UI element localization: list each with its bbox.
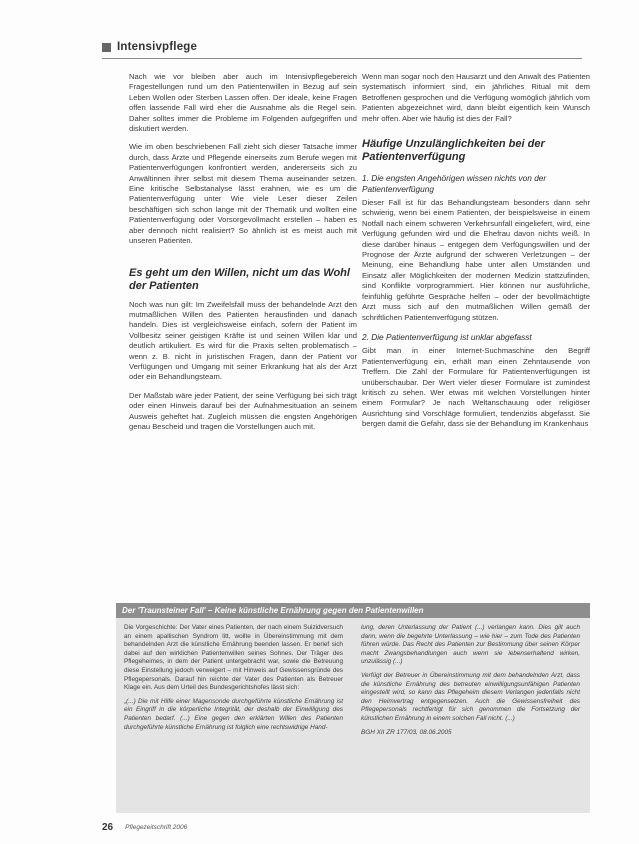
info-box-quote: lung, deren Unterlassung der Patient (...) verlangen kann. Dies gilt auch dann, wenn die begehrte Unterlassung – wie hier – zum Tode des Patienten führen würde. Das Recht des Patienten zur Bestimmung über seinen Körper macht Zwangsbehandlungen auch wenn sie lebenserhaltend wirken, unzulässig (...) xyxy=(361,624,580,666)
page-number: 26 xyxy=(102,822,114,833)
info-box-left-column xyxy=(124,624,343,742)
body-paragraph: Der Maßstab wäre jeder Patient, der seine Verfügung bei sich trägt oder einen Hinweis darauf bei der Aufnahmesituation an seinem Ausweis geheftet hat. Zugleich müssen die engsten Angehörigen genau Bescheid und tragen die Vorstellungen auch mit. xyxy=(129,390,357,431)
header-title: Intensivpflege xyxy=(117,41,198,53)
info-box-title: Der 'Traunsteiner Fall' – Keine künstliche Ernährung gegen den Patientenwillen xyxy=(116,603,590,618)
body-paragraph: Wie im oben beschriebenen Fall zieht sich dieser Tatsache immer durch, dass Ärzte und Pflegende einerseits zum Berufe wegen mit Patientenverfügungen konfrontiert werden, andererseits sich zu Anwältinnen ihrer selbst mit diesem Thema auseinander setzen. Eine kritische Selbstanalyse lässt erahnen, wie es um die Patientenverfügung unter Wie viele Leser dieser Zeilen beschäftigen sich schon lange mit der Thematik und wollten eine Patientenverfügung oder Vorsorgevollmacht erstellen – haben es aber dennoch nicht realisiert? So ähnlich ist es meist auch mit unseren Patienten. xyxy=(129,142,357,246)
info-box-paragraph: Die Vorgeschichte: Der Vater eines Patienten, der nach einem Suizidversuch an einem apallischen Syndrom litt, wollte in Übereinstimmung mit dem behandelnden Arzt die künstliche Ernährung beenden lassen. Er berief sich dabei auf den wirklichen Patientenwillen seines Sohnes. Der Träger des Pflegeheimes, in dem der Patient untergebracht war, sowie die Betreuung diese Einstellung jedoch verweigert – mit Hinweis auf Gewissensgründe des Pflegepersonals. Darauf hin reichte der Vater des Patienten als Betreuer Klage ein. Aus dem Urteil des Bundesgerichtshofes lässt sich: xyxy=(124,624,343,692)
left-column xyxy=(129,72,357,440)
body-paragraph: Noch was nun gilt: Im Zweifelsfall muss der behandelnde Arzt den mutmaßlichen Willen des Patienten herausfinden und danach handeln. Dies ist vergleichsweise einfach, sofern der Patient im Vollbesitz seiner geistigen Kräfte ist und seinen Willen klar und deutlich artikuliert. Es wird für die Praxis selten problematisch – wenn z. B. nicht in juristischen Fragen, dann der Patient vor Verfügungen und Umgang mit seiner Erkrankung hat als der Arzt oder ein Behandlungsteam. xyxy=(129,299,357,382)
header-square-icon xyxy=(102,43,111,52)
page-footer xyxy=(102,822,187,833)
body-paragraph: Wenn man sogar noch den Hausarzt und den Anwalt des Patienten systematisch informiert sind, ein jährliches Ritual mit dem Betroffenen gesprochen und die Verfügung womöglich jährlich vom Patienten abgezeichnet wird, dann bleibt eigentlich kein Wunsch mehr offen. Aber wie häufig ist dies der Fall? xyxy=(362,72,590,123)
subsection-heading: 1. Die engsten Angehörigen wissen nichts von der Patientenverfügung xyxy=(362,173,547,194)
info-box xyxy=(116,603,590,813)
info-box-right-column xyxy=(361,624,580,742)
body-paragraph: Gibt man in einer Internet-Suchmaschine den Begriff Patientenverfügung ein, erhält man einen Zehntausende von Treffern. Die Zahl der Formulare für Patientenverfügungen ist unüberschaubar. Der Wert vieler dieser Formulare ist zumindest kritisch zu sehen. Wer etwas mit welchen Vorstellungen hinter einem Formular? Je nach Weltanschauung oder religiöser Ausrichtung sind Vorschläge formuliert, tendenziös abgefasst. Sie bergen damit die Gefahr, dass sie der Behandlung im Krankenhaus xyxy=(362,346,590,429)
section-heading: Häufige Unzulänglichkeiten bei der Patientenverfügung xyxy=(362,138,545,164)
section-heading: Es geht um den Willen, nicht um das Wohl der Patienten xyxy=(129,266,350,292)
body-paragraph: Nach wie vor bleiben aber auch im Intensivpflegebereich Fragestellungen rund um den Patientenwillen in Bezug auf sein Leben Wollen oder Sterben Lassen offen. Der ideale, keine Fragen offen lassende Fall wird eher die Ausnahme als die Regel sein. Daher solltes immer die Probleme im Folgenden aufgegriffen und diskutiert werden. xyxy=(129,72,357,134)
footer-source: Pflegezeitschrift 2006 xyxy=(125,824,188,831)
info-box-columns xyxy=(116,618,590,742)
subsection-heading: 2. Die Patientenverfügung ist unklar abgefasst xyxy=(362,331,532,342)
info-box-quote: Verfügt der Betreuer in Übereinstimmung mit dem behandelnden Arzt, dass die künstliche Ernährung des betreuten einwilligungsunfähigen Patienten eingestellt wird, so kann das Pflegeheim diesem Verlangen jedenfalls nicht den Heimvertrag entgegensetzen. Auch die Gewissensfreiheit des Pflegepersonals rechtfertigt für sich genommen die Fortsetzung der künstlichen Ernährung in einem solchen Fall nicht. (...) xyxy=(361,671,580,722)
header-rule xyxy=(102,58,582,59)
right-column xyxy=(362,72,590,438)
info-box-quote: „(...) Die mit Hilfe einer Magensonde durchgeführte künstliche Ernährung ist ein Eingriff in die körperliche Integrität, der deshalb der Einwilligung des Patienten bedarf. (...) Eine gegen den erklärten Willen des Patienten durchgeführte künstliche Ernährung ist folglich eine rechtswidrige Hand- xyxy=(124,697,343,731)
info-box-citation: BGH XII ZR 177/03, 08.06.2005 xyxy=(361,728,452,736)
running-header xyxy=(102,37,582,57)
body-paragraph: Dieser Fall ist für das Behandlungsteam besonders dann sehr schwierig, wenn bei einem Patienten, der beispielsweise in einem Notfall nach einem schweren Verkehrsunfall eingeliefert, wird, eine Verfügung gefunden wird und die Ehefrau davon nichts weiß. In diese darüber hinaus – entgegen dem Verfügungswillen und der Prognose der Ärzte aufgrund der schweren Verletzungen – der Meinung, eine Behandlung habe unter allen Umständen und Einsatz aller Möglichkeiten der modernen Medizin stattzufinden, sind Konflikte vorprogrammiert. Hier können nur ausführliche, feinfühlig geführte Gespräche helfen – oder der bevollmächtigte Arzt muss sich auf den mutmaßlichen Willen gemäß der schriftlichen Patientenverfügung stützen. xyxy=(362,198,590,322)
